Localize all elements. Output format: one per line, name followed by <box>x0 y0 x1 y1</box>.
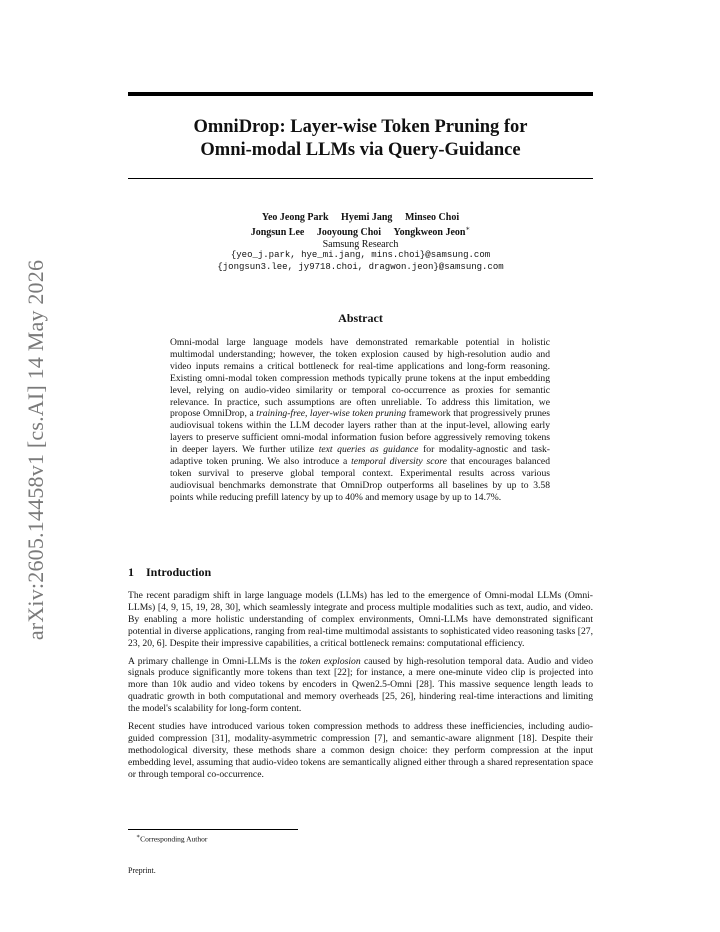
arxiv-sidebar-stamp <box>16 250 56 650</box>
abstract-part: framework that progressively prunes audiovisual tokens within the LLM decoder layers rather than at the input-level, allowing early layers to preserve sufficient omni-modal information fusion before aggressively removing tokens in deeper layers. We further utilize <box>170 408 550 456</box>
author-name: Jongsun Lee <box>250 226 305 238</box>
abstract-part: for modality-agnostic and task-adaptive token pruning. We also introduce a <box>170 444 551 468</box>
section-heading-introduction <box>128 565 211 580</box>
paragraph: Recent studies have introduced various token compression methods to address these inefficiencies, including audio-guided compression [31], modality-asymmetric compression [7], and semantic-aware alignment [18]. Despite their methodological diversity, these methods share a common design choice: they perform compression at the input embedding level, assuming that audio-video tokens are semantically aligned either through a shared representation space or through temporal co-occurrence. <box>128 721 593 780</box>
abstract-part: Omni-modal large language models have demonstrated remarkable potential in holistic multimodal understanding; however, the token explosion caused by high-resolution audio and video inputs remains a critical bottleneck for real-time applications and long-form reasoning. Existing omni-modal token compression methods typically prune tokens at the input embedding level, relying on audio-video similarity or temporal co-occurrence as proxies for semantic relevance. In practice, such assumptions are often unreliable. To address this limitation, we propose OmniDrop, a <box>170 337 550 420</box>
title-top-rule <box>128 92 593 96</box>
section-number: 1 <box>128 565 134 579</box>
title-bottom-rule <box>128 178 593 179</box>
paragraph: The recent paradigm shift in large language models (LLMs) has led to the emergence of Omni-modal LLMs (Omni-LLMs) [4, 9, 15, 19, 28, 30], which seamlessly integrate and process multiple modalities such as text, audio, and video. By enabling a more holistic understanding of complex environments, Omni-LLMs have demonstrated significant potential in diverse applications, ranging from real-time multimodal assistants to sophisticated video reasoning tasks [27, 23, 20, 6]. Despite their impressive capabilities, a critical bottleneck remains: computational efficiency. <box>128 590 593 649</box>
author-row-1 <box>128 212 593 224</box>
email-line-2: {jongsun3.lee, jy9718.choi, dragwon.jeon}@samsung.com <box>217 261 504 272</box>
arxiv-id: arXiv:2605.14458v1 [cs.AI] 14 May 2026 <box>23 259 48 641</box>
title-line-2: Omni-modal LLMs via Query-Guidance <box>200 140 521 160</box>
footnote-rule <box>128 829 298 830</box>
footnote-mark: ∗ <box>136 834 141 840</box>
author-name: Jooyoung Choi <box>316 226 382 238</box>
abstract-part: that encourages balanced token survival to preserve global temporal context. Experimental results across various audiovisual benchmarks demonstrate that OmniDrop outperforms all baselines by up to 3.58 points while reducing prefill latency by up to 40% and memory usage by up to 14.7%. <box>170 456 550 503</box>
abstract-emphasis: text queries as guidance <box>318 444 419 456</box>
abstract-text <box>170 337 550 504</box>
author-name-corresponding <box>393 224 471 238</box>
author-name: Yongkweon Jeon <box>393 226 466 238</box>
title-line-1: OmniDrop: Layer-wise Token Pruning for <box>193 117 528 137</box>
paragraph-emphasis: token explosion <box>299 655 361 667</box>
author-name: Minseo Choi <box>404 212 460 223</box>
author-row-2 <box>128 224 593 239</box>
author-name: Hyemi Jang <box>341 212 393 223</box>
introduction-body <box>128 590 593 787</box>
paragraph-part: A primary challenge in Omni-LLMs is the <box>128 655 300 667</box>
email-line-1: {yeo_j.park, hye_mi.jang, mins.choi}@samsung.com <box>230 250 491 261</box>
preprint-label: Preprint. <box>128 866 156 875</box>
affiliation: Samsung Research <box>322 238 399 250</box>
author-name: Yeo Jeong Park <box>261 212 329 223</box>
abstract-emphasis: temporal diversity score <box>351 456 447 468</box>
paragraph-part: caused by high-resolution temporal data. Audio and video signals produce significantly more tokens than text [22]; for instance, a mere one-minute video clip is projected into more than 10k audio and video tokens by encoders in Qwen2.5-Omni [28]. This massive sequence length leads to quadratic growth in both computational and memory overheads [25, 26], hindering real-time interactions and limiting the model's scalability for long-form content. <box>128 655 593 715</box>
paper-title <box>128 116 593 162</box>
corresponding-mark: ∗ <box>465 224 471 233</box>
section-title: Introduction <box>146 565 212 579</box>
abstract-heading: Abstract <box>338 311 383 325</box>
author-block <box>128 212 593 273</box>
footnote <box>136 833 207 844</box>
paragraph <box>128 656 593 716</box>
abstract-emphasis: training-free, layer-wise token pruning <box>256 408 406 420</box>
footnote-text: Corresponding Author <box>140 834 208 844</box>
